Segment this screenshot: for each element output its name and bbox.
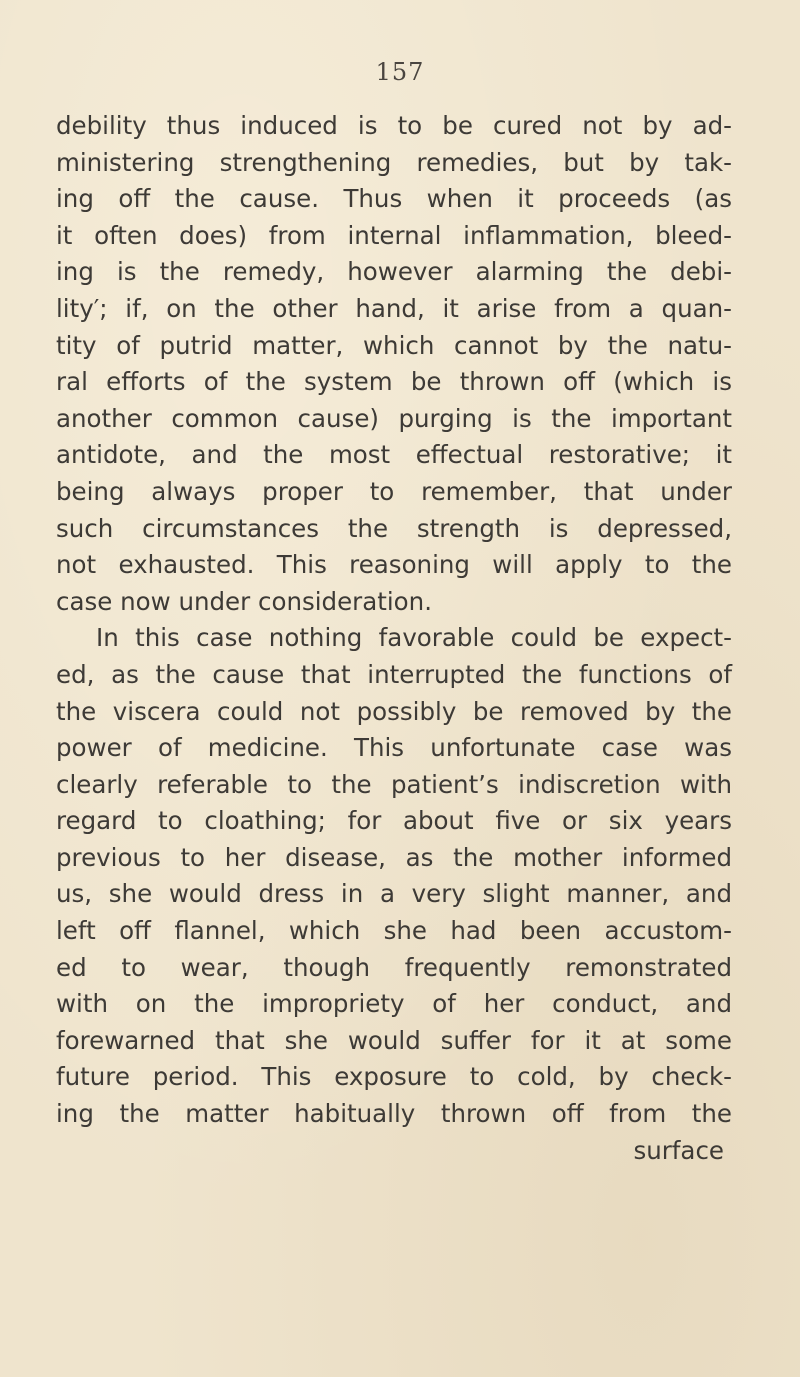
text-line: being always proper to remember, that under: [56, 476, 732, 506]
text-line: another common cause) purging is the important: [56, 403, 732, 433]
page-number: 157: [375, 58, 425, 86]
text-line: future period. This exposure to cold, by check-: [56, 1062, 732, 1092]
text-line: debility thus induced is to be cured not by ad-: [56, 111, 732, 140]
paragraph-start-line: In this case nothing favorable could be expect-: [96, 623, 732, 653]
text-line: forewarned that she would suffer for it at some: [56, 1025, 732, 1055]
text-line: ing is the remedy, however alarming the debi-: [56, 257, 732, 287]
text-line: the viscera could not possibly be removed by the: [56, 696, 732, 726]
text-line: clearly referable to the patient’s indiscretion with: [56, 769, 732, 799]
text-line: such circumstances the strength is depressed,: [56, 513, 732, 543]
text-line: regard to cloathing; for about five or six years: [56, 806, 732, 836]
text-line: case now under consideration.: [56, 586, 432, 616]
text-line: it often does) from internal inflammation, bleed-: [56, 220, 732, 250]
text-line: not exhausted. This reasoning will apply to the: [56, 550, 732, 580]
text-line: ministering strengthening remedies, but by tak-: [56, 147, 732, 177]
text-line: ral efforts of the system be thrown off (which is: [56, 367, 732, 397]
body-text: [56, 108, 732, 1169]
text-line: tity of putrid matter, which cannot by the natu-: [56, 330, 732, 360]
text-line: ed to wear, though frequently remonstrated: [56, 952, 732, 982]
text-line: ing the matter habitually thrown off from the: [56, 1099, 732, 1129]
text-line: antidote, and the most effectual restorative; it: [56, 440, 732, 470]
text-line: lity′; if, on the other hand, it arise from a quan-: [56, 293, 732, 323]
text-line: left off flannel, which she had been accustom-: [56, 916, 732, 946]
text-line: ing off the cause. Thus when it proceeds (as: [56, 184, 732, 214]
text-line: ed, as the cause that interrupted the functions of: [56, 659, 732, 689]
text-line: us, she would dress in a very slight manner, and: [56, 879, 732, 909]
catchword: surface: [633, 1135, 724, 1165]
text-line: previous to her disease, as the mother informed: [56, 842, 732, 872]
text-line: power of medicine. This unfortunate case was: [56, 733, 732, 763]
text-line: with on the impropriety of her conduct, and: [56, 989, 732, 1019]
